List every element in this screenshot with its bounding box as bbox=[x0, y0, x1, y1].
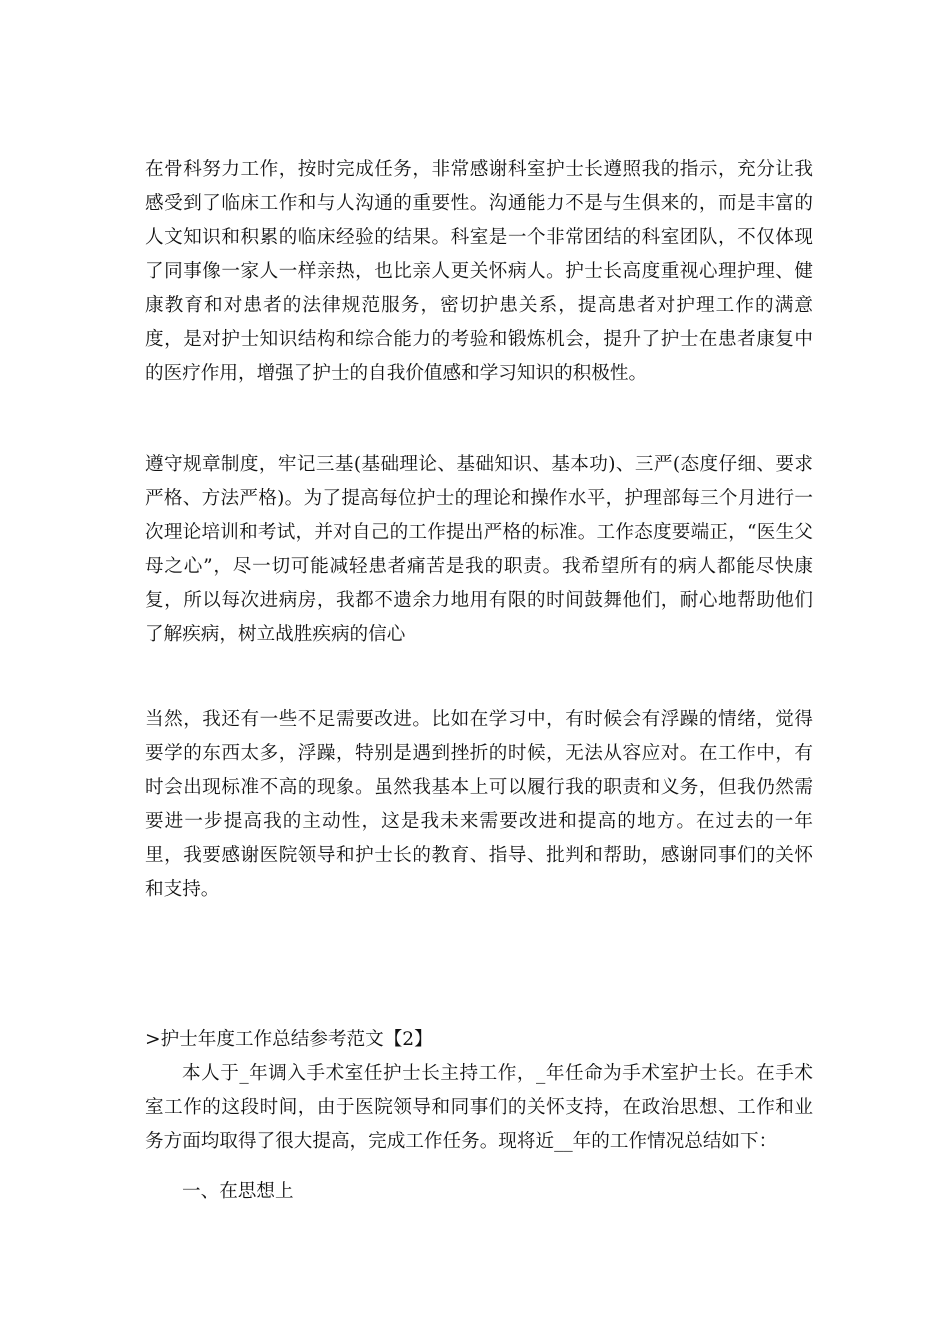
paragraph-shortcomings: 当然，我还有一些不足需要改进。比如在学习中，有时候会有浮躁的情绪，觉得要学的东西太多，浮躁，特别是遇到挫折的时候，无法从容应对。在工作中，有时会出现标准不高的现象。虽然我基本上可以履行我的职责和义务，但我仍然需要进一步提高我的主动性，这是我未来需要改进和提高的地方。在过去的一年里，我要感谢医院领导和护士长的教育、指导、批判和帮助，感谢同事们的关怀和支持。 bbox=[145, 709, 813, 900]
paragraph-teamwork: 在骨科努力工作，按时完成任务，非常感谢科室护士长遵照我的指示，充分让我感受到了临床工作和与人沟通的重要性。沟通能力不是与生俱来的，而是丰富的人文知识和积累的临床经验的结果。科室是一个非常团结的科室团队，不仅体现了同事像一家人一样亲热，也比亲人更关怀病人。护士长高度重视心理护理、健康教育和对患者的法律规范服务，密切护患关系，提高患者对护理工作的满意度，是对护士知识结构和综合能力的考验和锻炼机会，提升了护士在患者康复中的医疗作用，增强了护士的自我价值感和学习知识的积极性。 bbox=[145, 159, 813, 384]
paragraph-rules: 遵守规章制度，牢记三基(基础理论、基础知识、基本功)、三严(态度仔细、要求严格、方法严格)。为了提高每位护士的理论和操作水平，护理部每三个月进行一次理论培训和考试，并对自己的工作提出严格的标准。工作态度要端正，“医生父母之心”，尽一切可能减轻患者痛苦是我的职责。我希望所有的病人都能尽快康复，所以每次进病房，我都不遗余力地用有限的时间鼓舞他们，耐心地帮助他们了解疾病，树立战胜疾病的信心 bbox=[145, 454, 813, 645]
paragraph-section-intro: 本人于_年调入手术室任护士长主持工作，_年任命为手术室护士长。在手术室工作的这段时间，由于医院领导和同事们的关怀支持，在政治思想、工作和业务方面均取得了很大提高，完成工作任务。现将近__年的工作情况总结如下： bbox=[145, 1063, 813, 1152]
section-heading: >护士年度工作总结参考范文【2】 bbox=[145, 1029, 433, 1050]
subheading-thinking: 一、在思想上 bbox=[182, 1181, 294, 1202]
